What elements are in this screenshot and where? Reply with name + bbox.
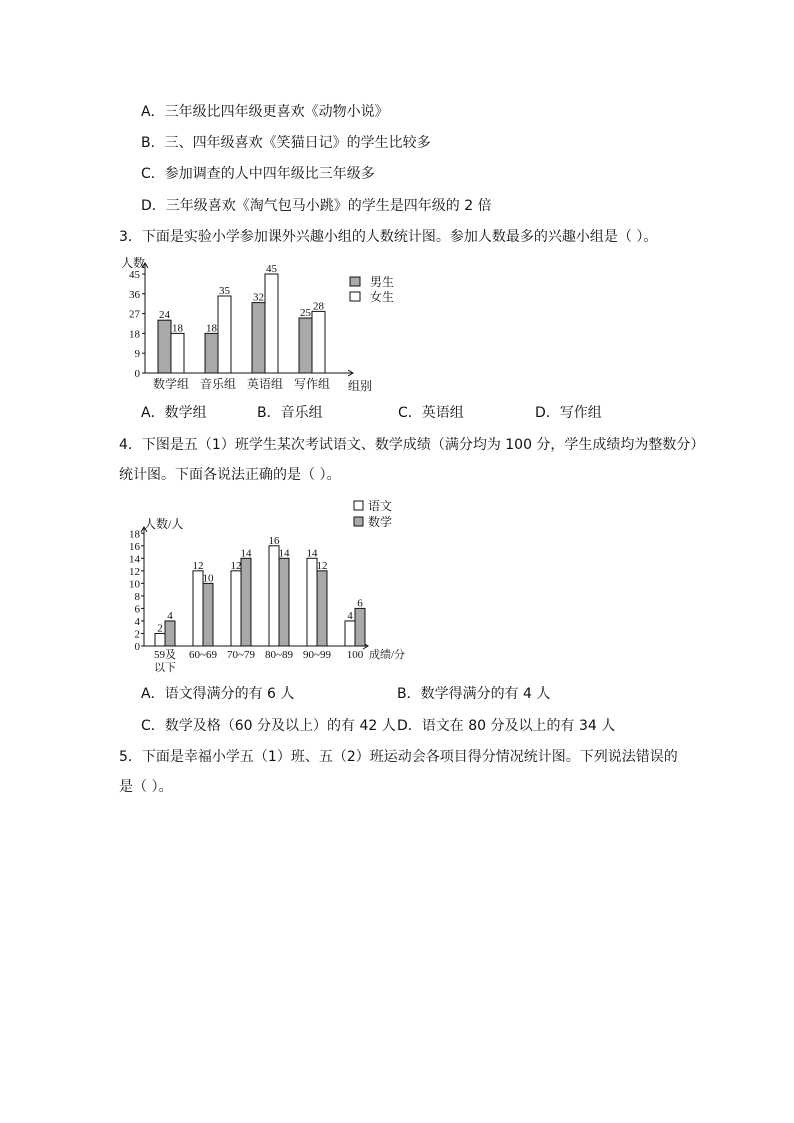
q4-stem-line2: 统计图。下面各说法正确的是（ ）。 — [119, 467, 341, 483]
bar — [269, 546, 279, 646]
category-label: 100 — [346, 649, 364, 661]
legend-label: 女生 — [370, 290, 395, 304]
q4-bar-chart — [118, 495, 418, 677]
bar — [193, 571, 203, 646]
data-label: 2 — [157, 622, 163, 635]
legend-swatch — [350, 277, 360, 286]
bar — [317, 571, 327, 646]
bar — [171, 333, 184, 373]
y-tick-label: 2 — [134, 628, 140, 641]
data-label: 14 — [278, 547, 290, 560]
bar — [165, 621, 175, 646]
bar — [307, 558, 317, 646]
y-tick-label: 8 — [134, 590, 140, 603]
y-tick-label: 0 — [134, 368, 140, 380]
bar — [205, 333, 218, 373]
q3-option-c[interactable]: C．英语组 — [398, 405, 464, 421]
q3-option-d[interactable]: D．写作组 — [535, 405, 602, 421]
bar — [312, 311, 325, 373]
legend-label: 数学 — [368, 515, 393, 529]
bar — [231, 571, 241, 646]
data-label: 12 — [192, 559, 204, 572]
q4-stem-line1: 4．下图是五（1）班学生某次考试语文、数学成绩（满分均为 100 分，学生成绩均为整数分） — [119, 437, 705, 453]
y-tick-label: 0 — [134, 641, 140, 653]
q2-option-b[interactable]: B．三、四年级喜欢《笑猫日记》的学生比较多 — [141, 135, 431, 151]
y-tick-label: 18 — [129, 528, 140, 541]
y-tick-label: 36 — [129, 288, 140, 301]
y-tick-label: 10 — [129, 578, 140, 591]
category-label: 59及 — [154, 649, 176, 661]
data-label: 4 — [347, 609, 353, 622]
y-axis-label: 人数/人 — [144, 517, 184, 531]
q3-option-b[interactable]: B．音乐组 — [257, 405, 323, 421]
y-tick-label: 18 — [129, 328, 140, 341]
legend-swatch — [354, 501, 363, 510]
y-tick-label: 16 — [129, 540, 140, 553]
q3-option-a[interactable]: A．数学组 — [141, 405, 207, 421]
q5-stem-line2: 是（ ）。 — [119, 779, 173, 795]
category-label: 英语组 — [246, 377, 284, 391]
data-label: 12 — [230, 559, 242, 572]
category-label: 以下 — [154, 662, 176, 674]
y-tick-label: 12 — [129, 565, 140, 578]
data-label: 35 — [219, 285, 230, 297]
q4-option-b[interactable]: B．数学得满分的有 4 人 — [397, 686, 551, 702]
q2-option-a[interactable]: A．三年级比四年级更喜欢《动物小说》 — [141, 104, 389, 120]
category-label: 60~69 — [189, 649, 217, 661]
y-tick-label: 9 — [134, 348, 140, 361]
category-label: 80~89 — [265, 649, 293, 661]
legend-label: 语文 — [368, 499, 393, 513]
q2-option-c[interactable]: C．参加调查的人中四年级比三年级多 — [141, 166, 375, 182]
q4-option-d[interactable]: D．语文在 80 分及以上的有 34 人 — [397, 718, 616, 734]
data-label: 18 — [206, 322, 217, 335]
category-label: 70~79 — [227, 649, 255, 661]
y-axis-label: 人数 — [121, 256, 146, 270]
data-label: 32 — [253, 291, 264, 304]
data-label: 25 — [300, 307, 311, 319]
legend-swatch — [354, 517, 363, 526]
x-axis-label: 组别 — [348, 379, 373, 393]
bar — [355, 608, 365, 646]
data-label: 12 — [316, 559, 328, 572]
y-tick-label: 14 — [129, 553, 140, 566]
q3-bar-chart — [118, 252, 408, 398]
y-tick-label: 45 — [129, 269, 140, 281]
legend-swatch — [350, 292, 360, 301]
q3-stem: 3．下面是实验小学参加课外兴趣小组的人数统计图。参加人数最多的兴趣小组是（ ）。 — [119, 229, 658, 245]
data-label: 16 — [268, 534, 280, 547]
bar — [252, 303, 265, 373]
data-label: 6 — [357, 597, 363, 610]
data-label: 18 — [172, 322, 183, 335]
data-label: 10 — [202, 572, 214, 585]
category-label: 90~99 — [303, 649, 331, 661]
bar — [345, 621, 355, 646]
bar — [218, 296, 231, 373]
category-label: 写作组 — [293, 377, 331, 391]
q4-option-c[interactable]: C．数学及格（60 分及以上）的有 42 人 — [141, 718, 396, 734]
y-tick-label: 6 — [134, 603, 140, 616]
data-label: 14 — [306, 547, 318, 560]
data-label: 28 — [313, 300, 324, 313]
q5-stem-line1: 5．下面是幸福小学五（1）班、五（2）班运动会各项目得分情况统计图。下列说法错误的 — [119, 749, 678, 765]
bar — [265, 274, 278, 373]
bar — [279, 558, 289, 646]
q4-option-a[interactable]: A．语文得满分的有 6 人 — [141, 686, 295, 702]
category-label: 音乐组 — [199, 377, 237, 391]
data-label: 45 — [266, 263, 277, 275]
bar — [203, 583, 213, 646]
y-tick-label: 4 — [134, 615, 140, 628]
legend-label: 男生 — [370, 275, 395, 289]
data-label: 4 — [167, 609, 173, 622]
bar — [155, 633, 165, 646]
q2-option-d[interactable]: D．三年级喜欢《淘气包马小跳》的学生是四年级的 2 倍 — [141, 198, 492, 214]
bar — [241, 558, 251, 646]
data-label: 24 — [159, 309, 170, 322]
y-tick-label: 27 — [129, 308, 140, 321]
bar — [299, 318, 312, 373]
category-label: 数学组 — [152, 377, 190, 391]
bar — [158, 320, 171, 373]
x-axis-label: 成绩/分 — [369, 649, 406, 661]
data-label: 14 — [240, 547, 252, 560]
